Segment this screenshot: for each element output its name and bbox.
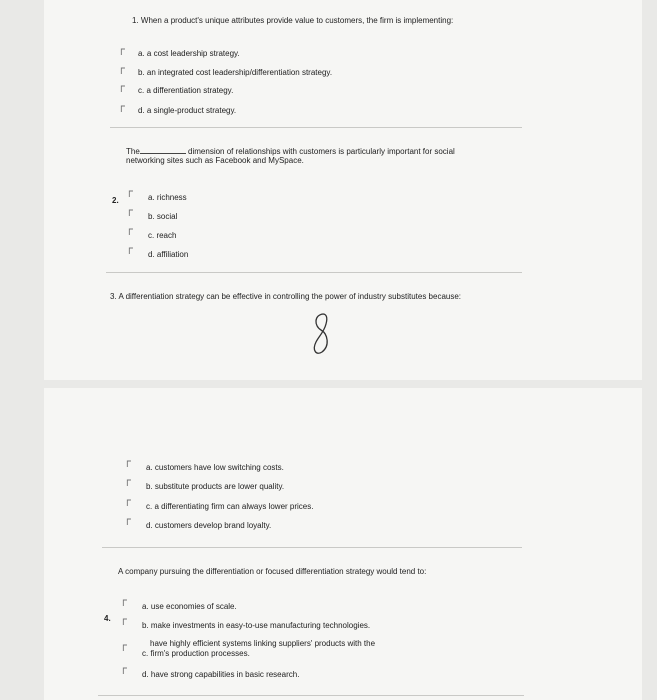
q2-option-d: d. affiliation	[148, 250, 189, 259]
q3-question	[110, 292, 461, 302]
page-top	[44, 0, 642, 380]
q4-option-a-radio[interactable]: ᒥ	[122, 598, 128, 608]
q1-option-c-radio[interactable]: ᒥ	[120, 84, 126, 94]
divider	[102, 547, 522, 548]
q3-option-a-radio[interactable]: ᒥ	[126, 459, 132, 469]
divider	[110, 127, 522, 128]
q3-option-a: a. customers have low switching costs.	[146, 463, 284, 472]
q2-option-c: c. reach	[148, 231, 177, 240]
q2-option-c-radio[interactable]: ᒥ	[128, 227, 134, 237]
q3-number: 3.	[110, 292, 117, 301]
q2-option-d-radio[interactable]: ᒥ	[128, 246, 134, 256]
q1-option-b-radio[interactable]: ᒥ	[120, 66, 126, 76]
q3-question-text: A differentiation strategy can be effective in controlling the power of industry substitutes because:	[118, 292, 462, 301]
q4-option-d: d. have strong capabilities in basic research.	[142, 670, 300, 679]
q2-number: 2.	[112, 196, 119, 205]
q2-option-b: b. social	[148, 212, 178, 221]
q3-option-c-radio[interactable]: ᒥ	[126, 498, 132, 508]
q3-option-b-radio[interactable]: ᒥ	[126, 478, 132, 488]
q2-option-b-radio[interactable]: ᒥ	[128, 208, 134, 218]
q4-option-a: a. use economies of scale.	[142, 602, 237, 611]
q2-question-rest: dimension of relationships with customers is particularly important for social	[188, 147, 455, 156]
page-bottom	[44, 388, 642, 700]
q2-option-a-radio[interactable]: ᒥ	[128, 189, 134, 199]
q3-option-d: d. customers develop brand loyalty.	[146, 521, 272, 530]
q4-option-b: b. make investments in easy-to-use manufacturing technologies.	[142, 621, 371, 630]
q4-option-d-radio[interactable]: ᒥ	[122, 666, 128, 676]
q4-option-b-radio[interactable]: ᒥ	[122, 617, 128, 627]
q4-option-c-line2: c. firm's production processes.	[142, 649, 250, 658]
q2-question-line2: networking sites such as Facebook and MySpace.	[126, 156, 304, 165]
q2-blank	[140, 146, 186, 154]
q3-option-b: b. substitute products are lower quality.	[146, 482, 285, 491]
handwritten-eight-icon	[308, 310, 334, 358]
divider	[98, 695, 524, 696]
q1-option-a-radio[interactable]: ᒥ	[120, 47, 126, 57]
q1-option-b: b. an integrated cost leadership/differentiation strategy.	[138, 68, 333, 77]
q1-number: 1.	[132, 16, 139, 25]
q3-option-c: c. a differentiating firm can always lower prices.	[146, 502, 314, 511]
q1-question	[132, 16, 453, 26]
q3-option-d-radio[interactable]: ᒥ	[126, 517, 132, 527]
q3-handwritten-mark	[308, 310, 334, 358]
q2-option-a: a. richness	[148, 193, 187, 202]
q4-question: A company pursuing the differentiation or focused differentiation strategy would tend to:	[118, 567, 427, 576]
q1-option-c: c. a differentiation strategy.	[138, 86, 234, 95]
q1-option-d: d. a single-product strategy.	[138, 106, 237, 115]
q1-option-d-radio[interactable]: ᒥ	[120, 104, 126, 114]
q4-number: 4.	[104, 614, 111, 623]
q4-option-c-radio[interactable]: ᒥ	[122, 643, 128, 653]
divider	[106, 272, 522, 273]
q1-option-a: a. a cost leadership strategy.	[138, 49, 240, 58]
q4-option-c-line1: have highly efficient systems linking suppliers' products with the	[150, 639, 376, 648]
q2-question-start: The	[126, 147, 140, 156]
q1-question-text: When a product's unique attributes provide value to customers, the firm is implementing:	[140, 16, 454, 25]
